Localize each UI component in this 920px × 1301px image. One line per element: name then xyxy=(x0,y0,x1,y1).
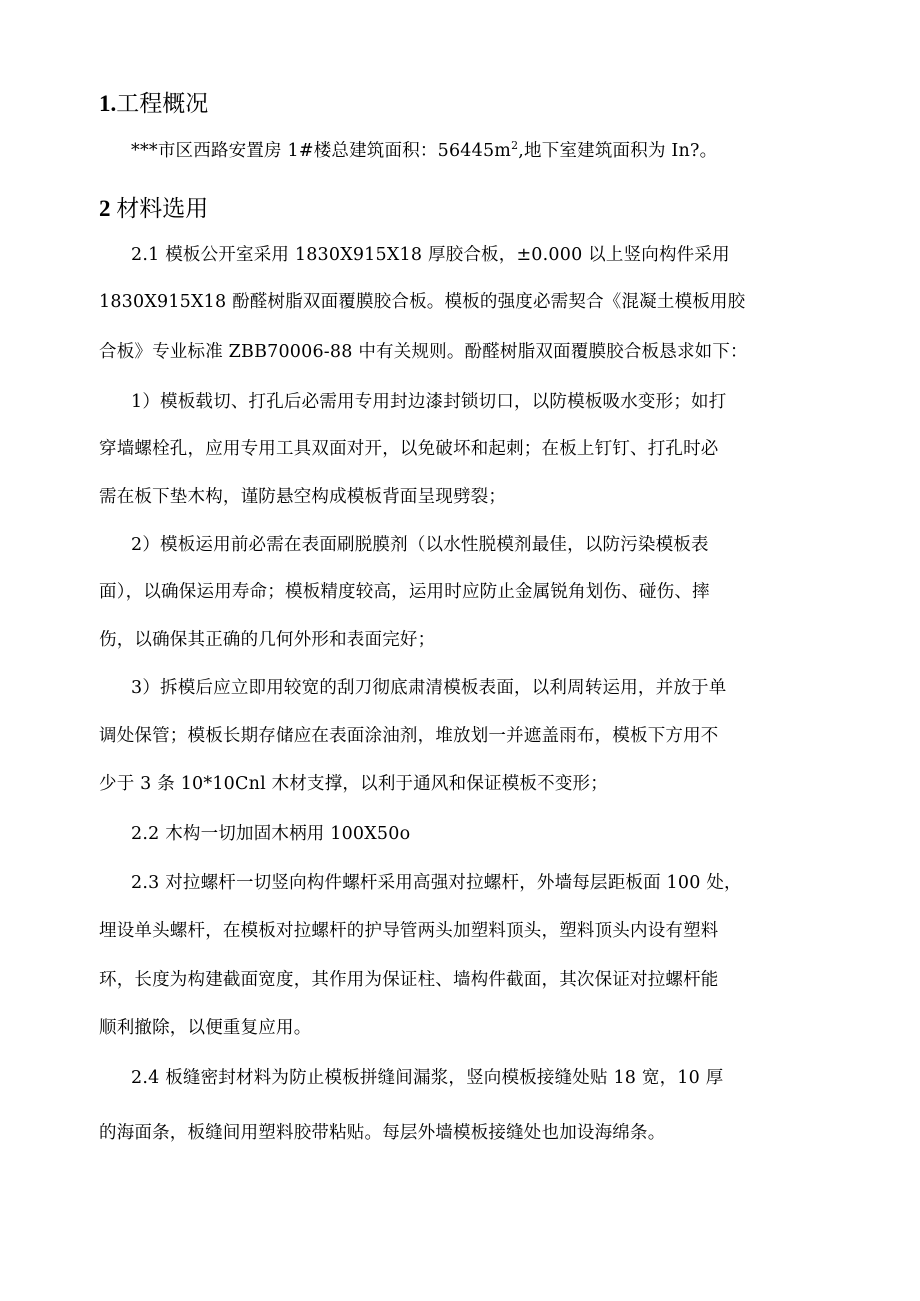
paragraph-2-1-line: 合板》专业标准 ZBB70006-88 中有关规则。酚醛树脂双面覆膜胶合板恳求如下： xyxy=(99,342,748,362)
section-2-number: 2 xyxy=(99,196,117,221)
list-item-2-line: 伤，以确保其正确的几何外形和表面完好； xyxy=(99,630,436,650)
list-item-2-line: 面），以确保运用寿命；模板精度较高，运用时应防止金属锐角划伤、碰伤、摔 xyxy=(99,582,710,602)
list-item-3-line: 3）拆模后应立即用较宽的刮刀彻底肃清模板表面，以利周转运用，并放于单 xyxy=(131,678,727,698)
section-1-title: 工程概况 xyxy=(116,91,209,117)
paragraph-2-3-line: 顺利撤除，以便重复应用。 xyxy=(99,1018,312,1038)
list-item-1-line: 1）模板载切、打孔后必需用专用封边漆封锁切口，以防模板吸水变形；如打 xyxy=(131,392,727,412)
paragraph-2-1-line: 2.1 模板公开室采用 1830X915X18 厚胶合板，±0.000 以上竖向构件采用 xyxy=(131,245,730,265)
paragraph-2-4-line: 2.4 板缝密封材料为防止模板拼缝间漏浆，竖向模板接缝处贴 18 宽，10 厚 xyxy=(131,1068,724,1088)
paragraph-2-1-line: 1830X915X18 酚醛树脂双面覆膜胶合板。模板的强度必需契合《混凝土模板用胶 xyxy=(99,292,746,312)
paragraph-2-4-line: 的海面条，板缝间用塑料胶带粘贴。每层外墙模板接缝处也加设海绵条。 xyxy=(99,1123,666,1143)
section-1-number: 1. xyxy=(99,91,117,116)
list-item-2-line: 2）模板运用前必需在表面刷脱膜剂（以水性脱模剂最佳，以防污染模板表 xyxy=(131,535,709,555)
list-item-1-line: 穿墙螺栓孔，应用专用工具双面对开，以免破坏和起刺；在板上钉钉、打孔时必 xyxy=(99,439,719,459)
paragraph-2-3-line: 环，长度为构建截面宽度，其作用为保证柱、墙构件截面，其次保证对拉螺杆能 xyxy=(99,970,719,990)
list-item-3-line: 少于 3 条 10*10Cnl 木材支撑，以利于通风和保证模板不变形； xyxy=(99,774,608,794)
list-item-3-line: 调处保管；模板长期存储应在表面涂油剂，堆放划一并遮盖雨布，模板下方用不 xyxy=(99,726,719,746)
list-item-1-line: 需在板下垫木构，谨防悬空构成模板背面呈现劈裂； xyxy=(99,487,507,507)
section-2-heading xyxy=(99,194,208,224)
section-2-title: 材料选用 xyxy=(116,196,209,222)
section-1-text: ***市区西路安置房 1#楼总建筑面积：$56445m^2$,地下室建筑面积为 In?。 xyxy=(131,139,718,161)
paragraph-2-3-line: 2.3 对拉螺杆一切竖向构件螺杆采用高强对拉螺杆，外墙每层距板面 100 处， xyxy=(131,873,742,893)
paragraph-2-2: 2.2 木构一切加固木柄用 100X50o xyxy=(131,824,411,844)
section-1-heading xyxy=(99,89,208,119)
paragraph-2-3-line: 埋设单头螺杆，在模板对拉螺杆的护导管两头加塑料顶头，塑料顶头内设有塑料 xyxy=(99,921,719,941)
